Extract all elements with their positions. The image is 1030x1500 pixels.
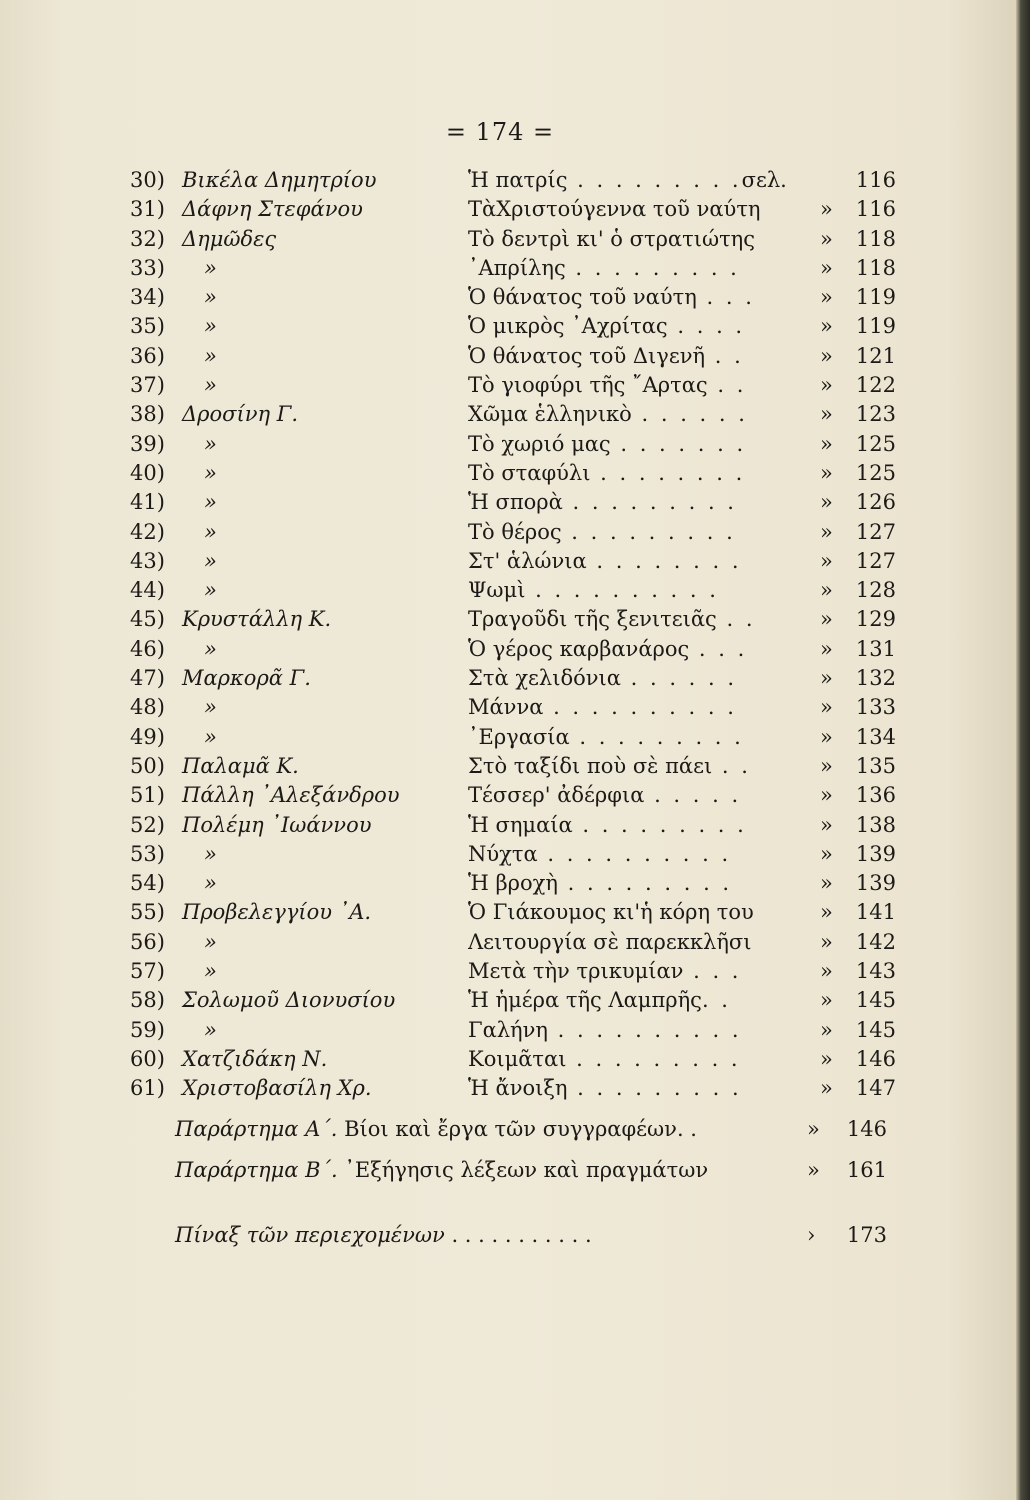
entry-author: »	[204, 519, 217, 544]
entry-title-wrap	[468, 1074, 833, 1103]
entry-title: Ἡ πατρίς	[468, 168, 568, 192]
entry-title-wrap	[468, 723, 833, 752]
entry-title-wrap	[468, 1045, 833, 1074]
index-line	[175, 1218, 895, 1252]
entry-page: 135	[855, 753, 896, 778]
entry-title-wrap	[468, 225, 833, 254]
entry-page: 139	[855, 841, 896, 866]
entry-author: Μαρκορᾶ Γ.	[182, 666, 311, 691]
index-mark: ›	[807, 1223, 816, 1247]
toc-row	[130, 371, 900, 400]
entry-page: 128	[855, 578, 896, 603]
entry-number: 56)	[130, 929, 165, 954]
entry-ditto-mark: »	[820, 871, 833, 896]
toc-row	[130, 664, 900, 693]
entry-page: 147	[855, 1076, 896, 1101]
entry-number: 44)	[130, 578, 165, 603]
toc-row	[130, 605, 900, 634]
entry-leader: . .	[707, 373, 747, 398]
entry-author: »	[204, 841, 217, 866]
entry-title-wrap	[468, 195, 833, 224]
toc-row	[130, 957, 900, 986]
entry-title: Ὁ μικρὸς ᾿Αχρίτας	[468, 314, 668, 339]
entry-title: Τὸ δεντρὶ κι' ὁ στρατιώτης	[468, 226, 756, 251]
entry-number: 36)	[130, 343, 165, 368]
entry-title: Λειτουργία σὲ παρεκκλῆσι	[468, 929, 752, 954]
entry-number: 51)	[130, 783, 165, 808]
entry-number: 39)	[130, 431, 165, 456]
entry-title-wrap	[468, 342, 833, 371]
entry-title-wrap	[468, 693, 833, 722]
entry-title: Ὁ Γιάκουμος κι'ἡ κόρη του	[468, 900, 754, 925]
toc-row	[130, 928, 900, 957]
entry-leader: . .	[716, 607, 756, 632]
toc-row	[130, 166, 900, 195]
sel-label: σελ.	[741, 168, 787, 192]
entry-ditto-mark: »	[820, 431, 833, 456]
entry-title: Τὸ χωριό μας	[468, 431, 611, 456]
entry-ditto-mark: »	[820, 1017, 833, 1042]
entry-ditto-mark: »	[820, 841, 833, 866]
toc-row	[130, 752, 900, 781]
appendix-a-label: Παράρτημα Α΄.	[175, 1117, 338, 1141]
entry-ditto-mark: »	[820, 753, 833, 778]
entry-leader: . . .	[696, 285, 755, 310]
entry-page: 132	[855, 666, 896, 691]
entry-title-wrap	[468, 986, 833, 1015]
entry-author: Προβελεγγίου ᾿Α.	[182, 900, 372, 925]
toc-row	[130, 342, 900, 371]
entry-title: Γαλήνη	[468, 1017, 548, 1042]
entry-leader: . . . . . . . . . .	[548, 1017, 742, 1042]
entry-number: 41)	[130, 490, 165, 515]
entry-ditto-mark: »	[820, 197, 833, 222]
entry-title: Ἡ ἄνοιξη	[468, 1076, 568, 1101]
entry-title-wrap	[468, 518, 833, 547]
entry-number: 46)	[130, 636, 165, 661]
entry-author: Σολωμοῦ Διονυσίου	[182, 988, 396, 1013]
entry-author: Δάφνη Στεφάνου	[182, 197, 363, 222]
entry-ditto-mark: »	[820, 519, 833, 544]
entry-page: 133	[855, 695, 896, 720]
entry-title-wrap	[468, 400, 833, 429]
entry-author: Δροσίνη Γ.	[182, 402, 298, 427]
toc-row	[130, 576, 900, 605]
entry-ditto-mark: »	[820, 402, 833, 427]
entry-title-wrap	[468, 811, 833, 840]
entry-page: 134	[855, 724, 896, 749]
entry-title-wrap	[468, 869, 833, 898]
entry-number: 38)	[130, 402, 165, 427]
entry-number: 30)	[130, 168, 165, 192]
entry-number: 42)	[130, 519, 165, 544]
toc-row	[130, 459, 900, 488]
entry-author: Πολέμη ᾿Ιωάννου	[182, 812, 372, 837]
entry-number: 53)	[130, 841, 165, 866]
entry-page: 141	[855, 900, 896, 925]
entry-ditto-mark: »	[820, 900, 833, 925]
entry-page: 138	[855, 812, 896, 837]
entry-title: Στὸ ταξίδι ποὺ σὲ πάει	[468, 753, 713, 778]
entry-ditto-mark: »	[820, 666, 833, 691]
entry-number: 48)	[130, 695, 165, 720]
toc-row	[130, 283, 900, 312]
entry-title: Μετὰ τὴν τρικυμίαν	[468, 959, 684, 984]
entry-number: 37)	[130, 373, 165, 398]
entry-title: Στ' ἁλώνια	[468, 548, 587, 573]
entry-leader: . . . . .	[644, 783, 742, 808]
entry-author: »	[204, 929, 217, 954]
entry-leader: . . . . . . . . .	[572, 812, 747, 837]
entry-title: Στὰ χελιδόνια	[468, 666, 621, 691]
entry-ditto-mark: »	[820, 607, 833, 632]
entry-leader: . .	[705, 343, 744, 368]
entry-author: »	[204, 343, 217, 368]
entry-leader: . . . . . . . . . .	[543, 695, 737, 720]
entry-page: 116	[855, 168, 896, 192]
entry-title: Ὁ γέρος καρβανάρος	[468, 636, 690, 661]
appendix-b-ditto: »	[807, 1158, 820, 1182]
entry-page: 145	[855, 1017, 896, 1042]
entry-author: »	[204, 285, 217, 310]
toc-row	[130, 400, 900, 429]
entry-number: 34)	[130, 285, 165, 310]
entry-title: Ἡ σημαία	[468, 812, 573, 837]
appendix-b-text: ᾿Εξήγησις λέξεων καὶ πραγμάτων	[337, 1158, 709, 1182]
toc-row	[130, 898, 900, 927]
entry-ditto-mark: »	[820, 695, 833, 720]
entry-title: Μάννα	[468, 695, 544, 720]
entry-ditto-mark: »	[820, 548, 833, 573]
entry-title: Τὸ θέρος	[468, 519, 562, 544]
entry-ditto-mark: »	[820, 255, 833, 280]
entry-number: 33)	[130, 255, 165, 280]
entry-page: 136	[855, 783, 896, 808]
entry-leader: . . . . . . . . .	[567, 168, 742, 192]
entry-page: 116	[855, 197, 896, 222]
entry-page: 127	[855, 548, 896, 573]
entry-leader: . . . . . . . . . .	[525, 578, 719, 603]
entry-title-wrap	[468, 664, 833, 693]
entry-ditto-mark: »	[820, 1076, 833, 1101]
entry-author: »	[204, 490, 217, 515]
entry-ditto-mark: »	[820, 929, 833, 954]
entry-leader: . . . . . .	[631, 402, 748, 427]
toc-row	[130, 195, 900, 224]
entry-title-wrap	[468, 928, 833, 957]
appendix-a-page: 146	[846, 1117, 887, 1141]
toc-row	[130, 723, 900, 752]
toc-row	[130, 1016, 900, 1045]
entry-title-wrap	[468, 283, 833, 312]
entry-author: »	[204, 695, 217, 720]
entry-ditto-mark: »	[820, 636, 833, 661]
entry-title-wrap	[468, 605, 833, 634]
entry-page: 125	[855, 431, 896, 456]
entry-author: »	[204, 314, 217, 339]
entry-author: »	[204, 255, 217, 280]
entry-title-wrap	[468, 547, 833, 576]
index-leader: . . . . . . . . . . .	[444, 1223, 592, 1247]
entry-page: 127	[855, 519, 896, 544]
entry-page: 123	[855, 402, 896, 427]
entry-author: Βικέλα Δημητρίου	[182, 168, 377, 192]
entry-title: Νύχτα	[468, 841, 538, 866]
entry-title-wrap	[468, 576, 833, 605]
entry-page: 129	[855, 607, 896, 632]
entry-page: 122	[855, 373, 896, 398]
toc-row	[130, 986, 900, 1015]
entry-ditto-mark: »	[820, 988, 833, 1013]
entry-title-wrap	[468, 898, 833, 927]
entry-leader: . . .	[689, 636, 748, 661]
toc-row	[130, 225, 900, 254]
entry-number: 40)	[130, 460, 165, 485]
entry-leader: . . . . . . . . .	[557, 871, 733, 896]
entry-number: 54)	[130, 871, 165, 896]
entry-page: 142	[855, 929, 896, 954]
entry-ditto-mark: »	[820, 285, 833, 310]
toc-row	[130, 811, 900, 840]
entry-number: 58)	[130, 988, 165, 1013]
entry-number: 60)	[130, 1046, 165, 1071]
entry-ditto-mark: »	[820, 460, 833, 485]
entry-title: Ἡ σπορὰ	[468, 490, 563, 515]
entry-page: 146	[855, 1046, 896, 1071]
entry-number: 59)	[130, 1017, 165, 1042]
toc-row	[130, 430, 900, 459]
entry-title: Τραγοῦδι τῆς ξενιτειᾶς	[468, 607, 717, 632]
entry-leader: . . . . . .	[620, 666, 738, 691]
entry-number: 61)	[130, 1076, 165, 1101]
entry-author: »	[204, 724, 217, 749]
entry-leader: . . .	[683, 959, 742, 984]
toc-row	[130, 547, 900, 576]
entry-number: 35)	[130, 314, 165, 339]
entry-ditto-mark: »	[820, 343, 833, 368]
entry-leader: . . . . . . .	[610, 431, 747, 456]
entry-author: »	[204, 431, 217, 456]
entry-ditto-mark: »	[820, 578, 833, 603]
entry-page: 143	[855, 959, 896, 984]
entry-page: 119	[855, 285, 896, 310]
entry-author: »	[204, 636, 217, 661]
appendix-a-ditto: »	[807, 1117, 820, 1141]
appendix-b-line	[175, 1153, 895, 1187]
entry-number: 31)	[130, 197, 165, 222]
entry-title-wrap	[468, 166, 833, 195]
entry-title-wrap	[468, 752, 833, 781]
entry-author: »	[204, 959, 217, 984]
entry-title-wrap	[468, 254, 833, 283]
entry-author: Κρυστάλλη Κ.	[182, 607, 332, 632]
entry-leader: . . . . . . . . .	[569, 724, 744, 749]
appendix-a-line	[175, 1112, 895, 1146]
entry-title: Κοιμᾶται	[468, 1046, 567, 1071]
entry-number: 57)	[130, 959, 165, 984]
toc-row	[130, 840, 900, 869]
entry-leader: . .	[701, 988, 731, 1013]
entry-title: ᾿Εργασία	[468, 724, 570, 749]
entry-ditto-mark: »	[820, 1046, 833, 1071]
entry-leader: . . . . . . . .	[586, 548, 742, 573]
toc-row	[130, 869, 900, 898]
entry-page: 118	[855, 255, 896, 280]
appendix-b-label: Παράρτημα Β΄.	[175, 1158, 338, 1182]
entry-leader: . . . . . . . . .	[566, 1046, 741, 1071]
page-number: = 174 =	[445, 118, 555, 146]
entry-leader: . . . . . . . . .	[561, 519, 736, 544]
entry-ditto-mark: »	[820, 783, 833, 808]
entry-author: »	[204, 548, 217, 573]
entry-title: Τέσσερ' ἀδέρφια	[468, 783, 645, 808]
entry-author: »	[204, 373, 217, 398]
entry-title-wrap	[468, 957, 833, 986]
entry-page: 125	[855, 460, 896, 485]
entry-ditto-mark: »	[820, 812, 833, 837]
entry-title: ΤὰΧριστούγεννα τοῦ ναύτη	[468, 197, 761, 222]
entry-page: 126	[855, 490, 896, 515]
appendix-a-text: Βίοι καὶ ἔργα τῶν συγγραφέων. .	[337, 1117, 697, 1141]
index-label: Πίναξ τῶν περιεχομένων	[175, 1223, 445, 1247]
entry-page: 118	[855, 226, 896, 251]
entry-number: 32)	[130, 226, 165, 251]
entry-author: Χριστοβασίλη Χρ.	[182, 1076, 372, 1101]
entry-number: 47)	[130, 666, 165, 691]
toc-row	[130, 1074, 900, 1103]
entry-title-wrap	[468, 840, 833, 869]
entry-ditto-mark: »	[820, 373, 833, 398]
toc-row	[130, 693, 900, 722]
entry-ditto-mark: »	[820, 314, 833, 339]
entry-title: Τὸ σταφύλι	[468, 460, 591, 485]
toc-row	[130, 518, 900, 547]
entry-title: Χῶμα ἑλληνικὸ	[468, 402, 632, 427]
entry-title-wrap	[468, 1016, 833, 1045]
entry-title: Ψωμὶ	[468, 578, 526, 603]
entry-title-wrap	[468, 430, 833, 459]
entry-author: Δημῶδες	[182, 226, 277, 251]
toc-row	[130, 312, 900, 341]
entry-author: Χατζιδάκη Ν.	[182, 1046, 328, 1071]
entry-leader: . . . . . . . . .	[565, 255, 740, 280]
table-of-contents	[130, 166, 900, 1104]
entry-leader: . . . . . . . . .	[562, 490, 737, 515]
entry-title-wrap	[468, 371, 833, 400]
entry-number: 50)	[130, 753, 165, 778]
entry-ditto-mark: »	[820, 490, 833, 515]
entry-title-wrap	[468, 635, 833, 664]
entry-title: Ὁ θάνατος τοῦ Διγενῆ	[468, 343, 706, 368]
entry-author: Παλαμᾶ Κ.	[182, 753, 299, 778]
entry-author: »	[204, 1017, 217, 1042]
entry-number: 45)	[130, 607, 165, 632]
entry-author: »	[204, 871, 217, 896]
entry-title: Ἡ βροχὴ	[468, 871, 558, 896]
entry-ditto-mark: »	[820, 226, 833, 251]
entry-number: 52)	[130, 812, 165, 837]
entry-title-wrap	[468, 459, 833, 488]
entry-number: 43)	[130, 548, 165, 573]
index-page: 173	[846, 1223, 887, 1247]
entry-author: »	[204, 460, 217, 485]
entry-page: 121	[855, 343, 896, 368]
entry-leader: . . . .	[667, 314, 746, 339]
toc-row	[130, 488, 900, 517]
entry-title: Ἡ ἡμέρα τῆς Λαμπρῆς	[468, 988, 702, 1013]
entry-title-wrap	[468, 488, 833, 517]
entry-page: 131	[855, 636, 896, 661]
entry-ditto-mark: »	[820, 724, 833, 749]
entry-page: 139	[855, 871, 896, 896]
entry-number: 49)	[130, 724, 165, 749]
toc-row	[130, 1045, 900, 1074]
entry-author: »	[204, 578, 217, 603]
entry-number: 55)	[130, 900, 165, 925]
entry-leader: . .	[712, 753, 751, 778]
appendix-b-page: 161	[846, 1158, 887, 1182]
entry-page: 145	[855, 988, 896, 1013]
toc-row	[130, 635, 900, 664]
entry-page: 119	[855, 314, 896, 339]
entry-title: Τὸ γιοφύρι τῆς ῎Αρτας	[468, 373, 708, 398]
entry-leader: . . . . . . . . . .	[537, 841, 732, 866]
entry-leader: . . . . . . . .	[590, 460, 746, 485]
entry-ditto-mark: »	[820, 959, 833, 984]
entry-title-wrap	[468, 312, 833, 341]
page-edge	[1016, 0, 1030, 1500]
entry-title: Ὁ θάνατος τοῦ ναύτη	[468, 285, 697, 310]
entry-title-wrap	[468, 781, 833, 810]
entry-title: ᾿Απρίλης	[468, 255, 566, 280]
toc-row	[130, 254, 900, 283]
toc-row	[130, 781, 900, 810]
entry-author: Πάλλη ᾿Αλεξάνδρου	[182, 783, 400, 808]
entry-leader: . . . . . . . . .	[567, 1076, 742, 1101]
